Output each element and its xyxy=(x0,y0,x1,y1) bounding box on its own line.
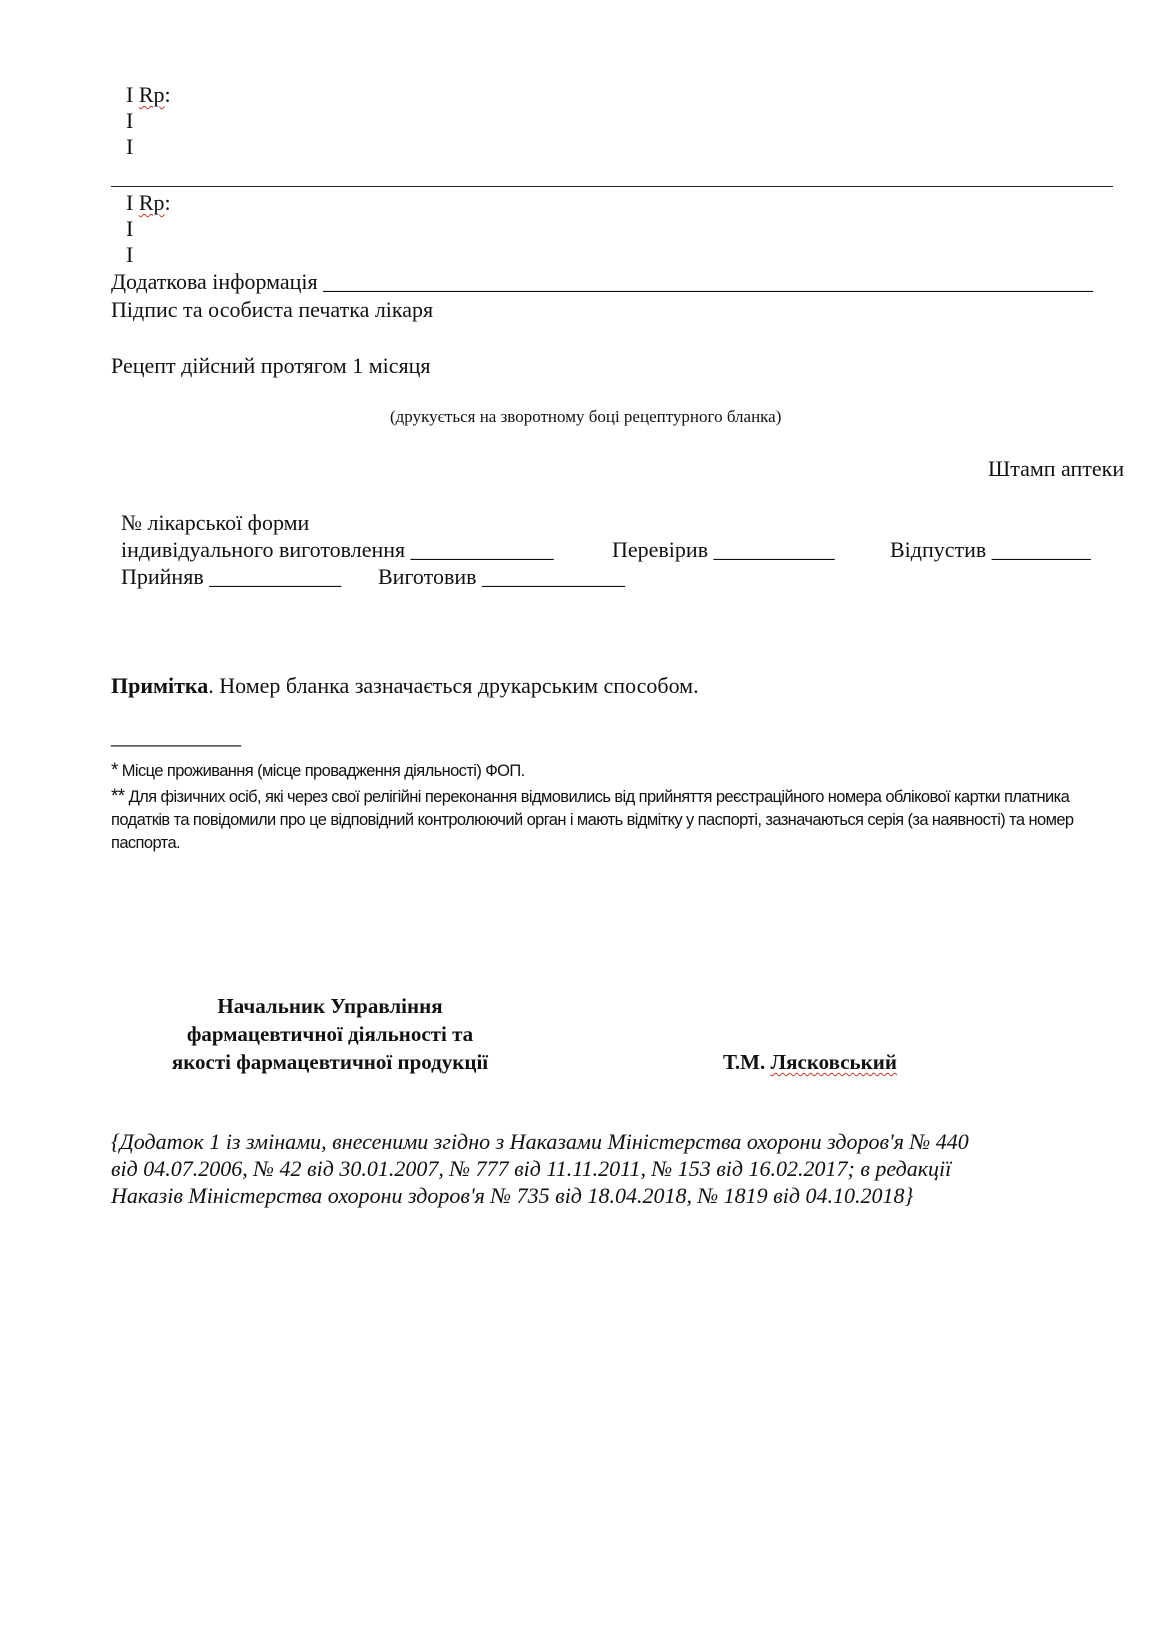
signature-title-line1: Начальник Управління xyxy=(217,994,443,1018)
footnote-2 xyxy=(111,785,1126,855)
individual-compounding-row xyxy=(121,537,554,563)
prepared-field xyxy=(378,564,625,590)
footnote-1 xyxy=(111,759,1126,783)
additional-info-blank[interactable]: ______________________________________________________________________ xyxy=(323,269,1094,294)
dispensed-blank[interactable]: _________ xyxy=(991,537,1091,562)
footnote-2-mark: ** xyxy=(111,786,125,807)
additional-info-label: Додаткова інформація xyxy=(111,269,324,294)
note-row xyxy=(111,673,699,699)
signature-title-line3: якості фармацевтичної продукції xyxy=(171,1050,489,1074)
signatory-name xyxy=(723,1048,897,1076)
rp-block-1-line2: I xyxy=(126,108,134,133)
individual-label: індивідуального виготовлення xyxy=(121,537,406,562)
amendment-line1: {Додаток 1 із змінами, внесеними згідно з Наказами Міністерства охорони здоров'я № 440 xyxy=(111,1129,969,1154)
footnote-2-text: Для фізичних осіб, які через свої релігійні переконання відмовились від прийняття реєстраційного номера облікової картки платника податків та повідомили про це відповідний контролюючий орган і мають відмітку у паспорті, зазначаються серія (за наявності) та номер паспорта. xyxy=(111,788,1074,852)
rp-colon: : xyxy=(164,82,171,107)
rp-label: Rp xyxy=(138,82,165,107)
amendment-note xyxy=(111,1128,1121,1209)
form-number-label: № лікарської форми xyxy=(121,510,310,535)
prepared-blank[interactable]: _____________ xyxy=(482,564,626,589)
reverse-side-note: (друкується на зворотному боці рецептурного бланка) xyxy=(390,407,782,426)
rp-prefix: I xyxy=(126,82,139,107)
rp-block-2-line3: I xyxy=(126,242,134,267)
dispensed-field xyxy=(890,537,1091,563)
rp-label: Rp xyxy=(138,190,165,215)
signature-title xyxy=(130,992,530,1076)
footnote-1-text: Місце проживання (місце провадження діяльності) ФОП. xyxy=(117,762,525,780)
rp-block-2-line2: I xyxy=(126,216,134,241)
accepted-field xyxy=(121,564,341,590)
note-text: . Номер бланка зазначається друкарським способом. xyxy=(208,673,699,698)
rp-block-1-line1 xyxy=(126,82,171,108)
checked-blank[interactable]: ___________ xyxy=(713,537,835,562)
checked-field xyxy=(612,537,835,563)
doctor-signature-label: Підпис та особиста печатка лікаря xyxy=(111,297,434,322)
accepted-label: Прийняв xyxy=(121,564,204,589)
footnotes xyxy=(111,759,1126,857)
additional-info-row xyxy=(111,269,1121,295)
checked-label: Перевірив xyxy=(612,537,709,562)
pharmacy-stamp-label: Штамп аптеки xyxy=(988,456,1125,481)
prepared-label: Виготовив xyxy=(378,564,477,589)
prescription-validity: Рецепт дійсний протягом 1 місяця xyxy=(111,353,431,378)
amendment-line3: Наказів Міністерства охорони здоров'я № 735 від 18.04.2018, № 1819 від 04.10.2018} xyxy=(111,1183,914,1208)
rp-block-1-line3: I xyxy=(126,134,134,159)
signatory-initials: Т.М. xyxy=(723,1050,771,1074)
individual-blank[interactable]: _____________ xyxy=(410,537,554,562)
rp-colon: : xyxy=(164,190,171,215)
note-label: Примітка xyxy=(111,673,209,698)
amendment-line2: від 04.07.2006, № 42 від 30.01.2007, № 777 від 11.11.2011, № 153 від 16.02.2017; в редакції xyxy=(111,1156,952,1181)
signature-title-line2: фармацевтичної діяльності та xyxy=(186,1022,474,1046)
footnote-1-mark: * xyxy=(111,760,118,781)
rp-prefix: I xyxy=(126,190,139,215)
dispensed-label: Відпустив xyxy=(890,537,987,562)
rp-block-2-line1 xyxy=(126,190,171,216)
signatory-surname: Лясковський xyxy=(770,1050,897,1074)
accepted-blank[interactable]: ____________ xyxy=(209,564,342,589)
footnote-separator: _____________ xyxy=(111,727,242,747)
divider-line xyxy=(111,186,1113,187)
